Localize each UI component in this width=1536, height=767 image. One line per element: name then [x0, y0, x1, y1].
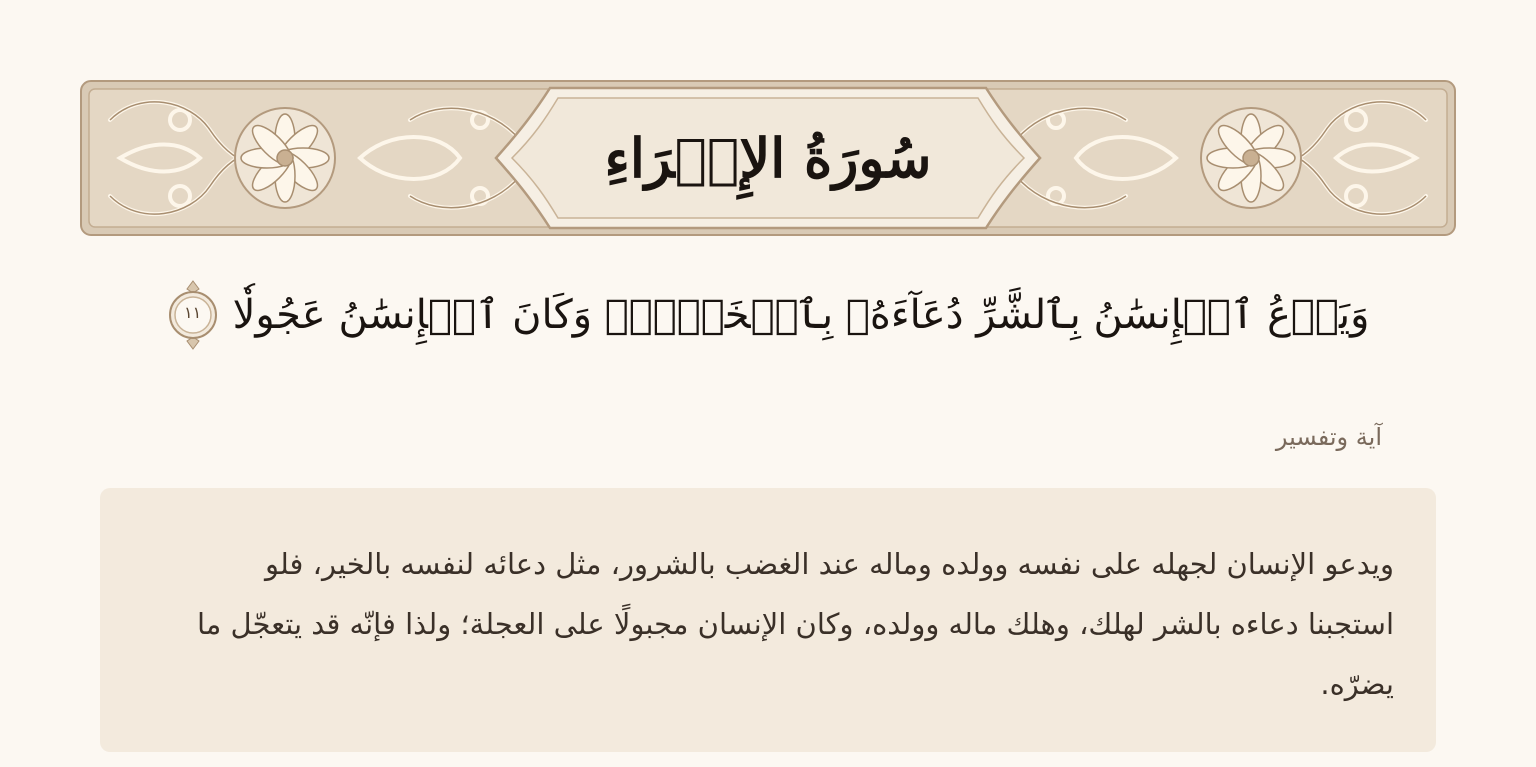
ayah-number: ١١	[184, 303, 202, 322]
verse-row	[150, 270, 1386, 360]
tafsir-section-label: آية وتفسير	[1275, 423, 1382, 451]
verse-text: وَيَدۡعُ ٱلۡإِنسَٰنُ بِٱلشَّرِّ دُعَآءَهُۥ بِٱلۡخَيۡرِۖ وَكَانَ ٱلۡإِنسَٰنُ عَجُولٗا	[232, 292, 1370, 338]
tafsir-text: ويدعو الإنسان لجهله على نفسه وولده وماله عند الغضب بالشرور، مثل دعائه لنفسه بالخير، فلو استجبنا دعاءه بالشر لهلك، وهلك ماله وولده، وكان الإنسان مجبولًا على العجلة؛ ولذا فإنّه قد يتعجّل ما يضرّه.	[196, 547, 1394, 701]
ayah-end-marker-icon	[167, 279, 219, 351]
surah-title: سُورَةُ الإِسۡرَاءِ	[604, 126, 932, 190]
tafsir-card	[100, 488, 1436, 752]
surah-header-banner	[80, 80, 1456, 236]
